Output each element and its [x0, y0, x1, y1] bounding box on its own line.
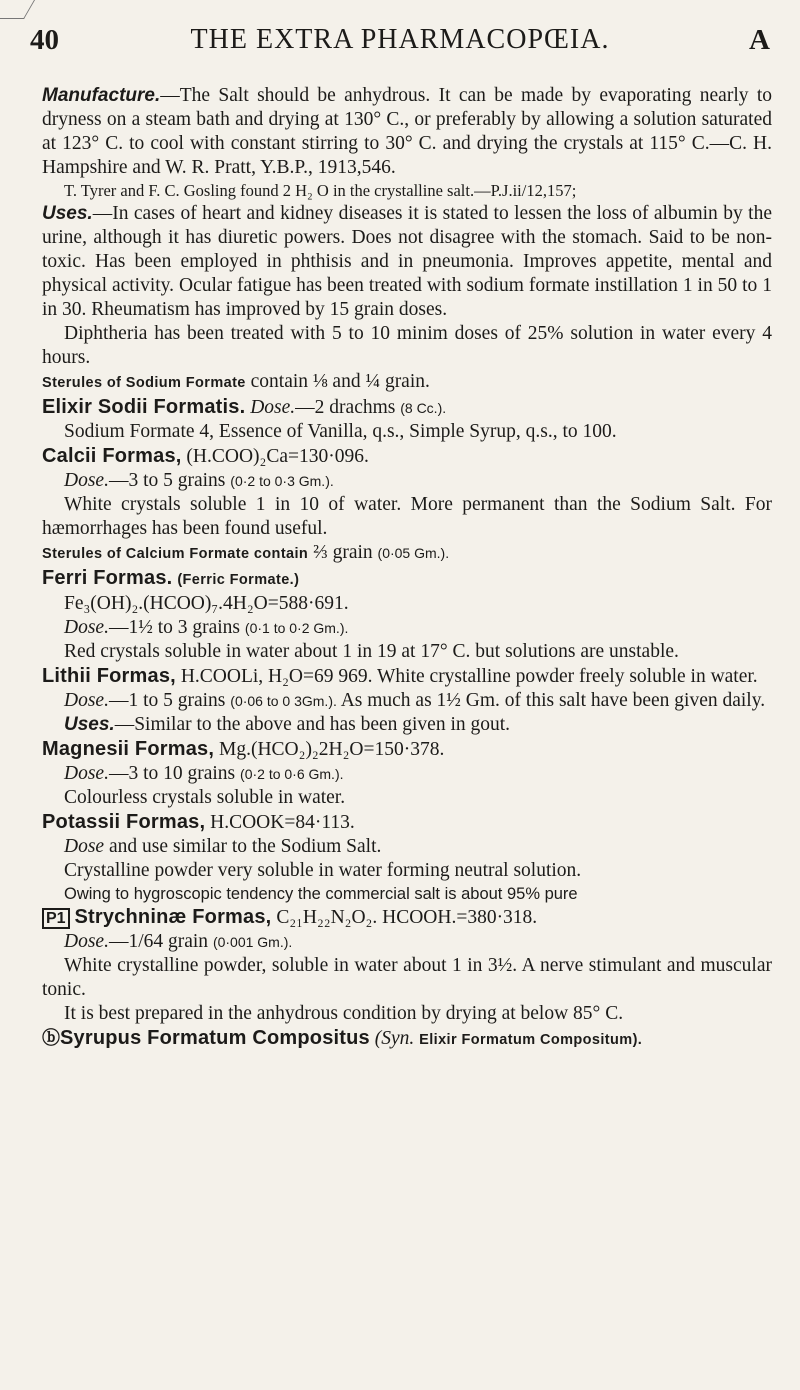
- calcii-description: [42, 493, 772, 541]
- running-title: THE EXTRA PHARMACOPŒIA.: [190, 24, 610, 55]
- elixir-dose: —2 drachms: [295, 397, 396, 418]
- potassii-entry: [42, 810, 772, 835]
- elixir-formula-text: Sodium Formate 4, Essence of Vanilla, q.s., Simple Syrup, q.s., to 100.: [64, 421, 617, 442]
- potassii-note-text: Owing to hygroscopic tendency the commercial salt is about 95% pure: [64, 885, 578, 903]
- strychninae-description: [42, 954, 772, 1002]
- magnesii-dose-label: Dose.: [64, 763, 109, 784]
- ferri-description: [42, 640, 772, 664]
- lithii-formula: H.COOLi, H₂O=69 969.: [180, 666, 373, 687]
- ferri-desc-text: Red crystals soluble in water about 1 in 19 at 17° C. but solutions are unstable.: [64, 641, 679, 662]
- sterules-calcium-metric: (0·05 Gm.).: [377, 545, 450, 561]
- uses-paragraph: [42, 202, 772, 322]
- elixir-entry: [42, 395, 772, 420]
- uses-gout-paragraph: [42, 713, 772, 737]
- elixir-dose-label: Dose.: [250, 397, 296, 418]
- calcii-dose-text: —3 to 5 grains: [108, 470, 226, 491]
- magnesii-desc-text: Colourless crystals soluble in water.: [64, 787, 346, 808]
- lithii-dose-metric: (0·06 to 0 3Gm.).: [230, 693, 337, 709]
- potassii-desc2: Crystalline powder very soluble in water forming neutral solution.: [64, 860, 582, 881]
- strychninae-desc-text: White crystalline powder, soluble in water about 1 in 3½. A nerve stimulant and muscular tonic.: [42, 955, 772, 1000]
- calcii-dose-metric: (0·2 to 0·3 Gm.).: [230, 473, 334, 489]
- magnesii-dose: [42, 762, 772, 786]
- sterules-sodium-line: [42, 370, 772, 395]
- syrupus-syn-text: Elixir Formatum Compositum).: [419, 1032, 643, 1048]
- strychninae-dose-text: —1/64 grain: [108, 931, 209, 952]
- lithii-dose-extra: As much as 1½ Gm. of this salt have been given daily.: [340, 690, 766, 711]
- sterules-sodium-label: Sterules of Sodium Formate: [42, 375, 246, 391]
- poison-badge: P1: [42, 908, 70, 929]
- potassii-dose-label: Dose: [64, 836, 105, 857]
- ferri-dose-metric: (0·1 to 0·2 Gm.).: [244, 620, 349, 636]
- page-body: [42, 84, 772, 1052]
- lithii-desc: White crystalline powder freely soluble in water.: [377, 666, 758, 687]
- sterules-sodium-text: contain ⅛ and ¼ grain.: [250, 371, 430, 392]
- magnesii-dose-text: —3 to 10 grains: [108, 763, 236, 784]
- elixir-formula: [42, 420, 772, 444]
- uses-heading: Uses.: [42, 203, 93, 224]
- magnesii-formula: Mg.(HCO₂)₂2H₂O=150·378.: [219, 739, 445, 760]
- elixir-dose-metric: (8 Cc.).: [400, 400, 447, 416]
- ferri-name: Ferri Formas.: [42, 567, 173, 589]
- syrupus-name: Syrupus Formatum Compositus: [60, 1027, 370, 1049]
- ferri-entry: [42, 566, 772, 592]
- potassii-name: Potassii Formas,: [42, 811, 206, 833]
- lithii-entry: [42, 664, 772, 689]
- strychninae-dose-metric: (0·001 Gm.).: [212, 934, 293, 950]
- tyrer-note: [42, 180, 772, 202]
- manufacture-text: —The Salt should be anhydrous. It can be made by evaporating nearly to dryness on a steam bath and drying at 130° C., or preferably by allowing a solution saturated at 123° C. to cool with constant stirring to 30° C. and drying the crystals at 115° C.—C. H. Hampshire and W. R. Pratt, Y.B.P., 1913,546.: [42, 85, 772, 178]
- sterules-calcium-line: [42, 541, 772, 566]
- diphtheria-text: Diphtheria has been treated with 5 to 10 minim doses of 25% solution in water every 4 hours.: [42, 323, 772, 368]
- calcii-formula: (H.COO)₂Ca=130·096.: [186, 446, 369, 467]
- calcii-desc-text: White crystals soluble 1 in 10 of water. More permanent than the Sodium Salt. For hæmorrhages has been found useful.: [42, 494, 772, 539]
- section-letter: A: [749, 24, 770, 56]
- syrupus-syn-label: (Syn.: [374, 1028, 415, 1049]
- page-number: 40: [30, 24, 59, 56]
- ferri-dose-text: —1½ to 3 grains: [108, 617, 241, 638]
- bp-mark-icon: ⓑ: [42, 1028, 60, 1048]
- page-header: [30, 24, 770, 64]
- sterules-calcium-text: ⅔ grain: [313, 542, 373, 563]
- elixir-name: Elixir Sodii Formatis.: [42, 396, 246, 418]
- ferri-formula-text: Fe₃(OH)₂.(HCOO)₇.4H₂O=588·691.: [64, 593, 349, 614]
- ferri-formula: [42, 592, 772, 616]
- strychninae-dose-label: Dose.: [64, 931, 109, 952]
- calcii-dose: [42, 469, 772, 493]
- strychninae-name: Strychninæ Formas,: [74, 906, 272, 928]
- potassii-desc1: and use similar to the Sodium Salt.: [108, 836, 382, 857]
- ferri-synonym: (Ferric Formate.): [177, 572, 300, 588]
- lithii-dose-text: —1 to 5 grains: [108, 690, 226, 711]
- magnesii-entry: [42, 737, 772, 762]
- strychninae-preparation: [42, 1002, 772, 1026]
- lithii-name: Lithii Formas,: [42, 665, 176, 687]
- potassii-dose: [42, 835, 772, 859]
- manufacture-heading: Manufacture.: [42, 85, 161, 106]
- calcii-name: Calcii Formas,: [42, 445, 182, 467]
- diphtheria-paragraph: [42, 322, 772, 370]
- potassii-description: [42, 859, 772, 883]
- magnesii-name: Magnesii Formas,: [42, 738, 215, 760]
- strychninae-formula: C₂₁H₂₂N₂O₂. HCOOH.=380·318.: [276, 907, 538, 928]
- syrupus-entry: [42, 1026, 772, 1052]
- calcii-entry: [42, 444, 772, 469]
- strychninae-desc2-text: It is best prepared in the anhydrous condition by drying at below 85° C.: [64, 1003, 624, 1024]
- uses-gout-heading: Uses.: [64, 714, 115, 735]
- lithii-dose-label: Dose.: [64, 690, 109, 711]
- strychninae-dose: [42, 930, 772, 954]
- page-corner-fold: [0, 0, 35, 19]
- strychninae-entry: [42, 905, 772, 930]
- lithii-dose: [42, 689, 772, 713]
- uses-text: —In cases of heart and kidney diseases it is stated to lessen the loss of albumin by the urine, although it has diuretic powers. Does not disagree with the stomach. Said to be non-toxic. Has been employed in phthisis and in pneumonia. Improves appetite, mental and physical activity. Ocular fatigue has been treated with sodium formate instillation 1 in 50 to 1 in 30. Rheumatism has improved by 15 grain doses.: [42, 203, 772, 320]
- potassii-formula: H.COOK=84·113.: [210, 812, 355, 833]
- manufacture-paragraph: [42, 84, 772, 180]
- ferri-dose: [42, 616, 772, 640]
- potassii-note: [42, 883, 772, 905]
- ferri-dose-label: Dose.: [64, 617, 109, 638]
- calcii-dose-label: Dose.: [64, 470, 109, 491]
- magnesii-description: [42, 786, 772, 810]
- sterules-calcium-label: Sterules of Calcium Formate contain: [42, 546, 309, 562]
- tyrer-text: T. Tyrer and F. C. Gosling found 2 H₂ O in the crystalline salt.—P.J.ii/12,157;: [64, 181, 577, 200]
- magnesii-dose-metric: (0·2 to 0·6 Gm.).: [240, 766, 344, 782]
- uses-gout-text: —Similar to the above and has been given in gout.: [114, 714, 511, 735]
